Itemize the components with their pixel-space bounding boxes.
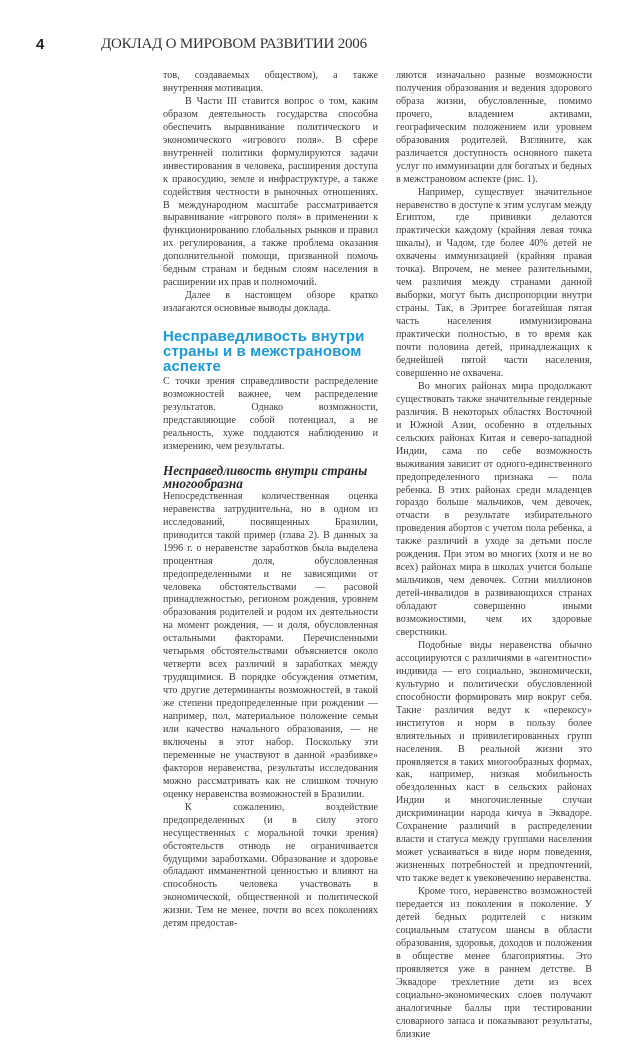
right-column (396, 70, 592, 1041)
paragraph: тов, создаваемых обществом), а также внутренняя мотивация. (163, 70, 378, 94)
subsection-heading: Несправедливость внутри страны многообразна (163, 462, 368, 491)
running-header-title: ДОКЛАД О МИРОВОМ РАЗВИТИИ 2006 (101, 36, 367, 52)
paragraph: Далее в настоящем обзоре кратко излагаются основные выводы доклада. (163, 290, 378, 315)
paragraph: Непосредственная количественная оценка неравенства затруднительна, но в одном из исследований, посвященных Бразилии, приводится такой пример (глава 2). В данных за 1996 г. о неравенстве заработков была выделена процентная доля, обусловленная предопределенными и не зависящими от человека обстоятельствами — расовой принадлежностью, регионом рождения, уровнем образования родителей и родом их деятельности на момент рождения, — и доля, обусловленная остальными факторами. Перечисленными четырьмя обстоятельствами объясняется около четверти всех различий в заработках между трудящимися. В порядке обсуждения отметим, что другие детерминанты возможностей, в такой же степени предопределенные при рождении — например, пол, материальное положение семьи или качество начального образования, — не включены в этот набор. Поскольку эти переменные не участвуют в данной «разбивке» факторов неравенства, результаты исследования можно рассматривать как не слишком точную оценку неравенства возможностей в Бразилии. (163, 490, 378, 800)
paragraph: Кроме того, неравенство возможностей передается из поколения в поколение. У детей бедных родителей с низким социальным статусом шансы в области образования, здоровья, доходов и положения в обществе менее благоприятны. Это проявляется уже в раннем детстве. В Эквадоре трехлетние дети из всех социально-экономических слоев получают аналогичные баллы при тестировании словарного запаса и показывают результаты, близкие (396, 886, 592, 1040)
paragraph: ляются изначально разные возможности получения образования и ведения здорового образа жизни, обусловленные, помимо прочего, владением активами, географическим положением или уровнем образования родителей. Взгляните, как различается доступность основного пакета услуг по иммунизации для богатых и бедных в межстрановом аспекте (рис. 1). (396, 70, 592, 185)
paragraph: В Части III ставится вопрос о том, каким образом деятельность государства способна обеспечить выравнивание политического и экономического «игрового поля». В сфере внутренней политики формулируются задачи инвестирования в человека, расширения доступа к правосудию, земле и инфраструктуре, а также содействия честности в рыночных отношениях. В международном масштабе рассматривается выравнивание «игрового поля» в применении к функционированию глобальных рынков и правил их регулирования, а также проблема оказания дополнительной помощи, призванной помочь бедным странам и бедным слоям населения в расширении их прав и полномочий. (163, 95, 378, 289)
page-number: 4 (36, 36, 45, 53)
section-heading: Несправедливость внутри страны и в межстрановом аспекте (163, 328, 365, 376)
paragraph: С точки зрения справедливости распределение возможностей важнее, чем распределение результатов. Однако возможности, представляющие собой потенциал, а не реальность, хуже поддаются наблюдению и измерению, чем результаты. (163, 376, 378, 452)
paragraph: Во многих районах мира продолжают существовать также значительные гендерные различия. В некоторых областях Восточной и Южной Азии, особенно в отдельных сельских районах Китая и северо-западной Индии, сама по себе возможность выживания зависит от одного-единственного предопределенного признака — пола ребенка. В этих районах среди младенцев гораздо больше мальчиков, чем девочек, отчасти в результате избирательного проведения абортов с учетом пола ребенка, а также различий в уходе за детьми после рождения. При этом во многих (хотя и не во всех) районах мира в школах учится больше мальчиков, чем девочек. Сотни миллионов детей-инвалидов в развивающихся странах обладают совершенно иными возможностями, чем их здоровые сверстники. (396, 380, 592, 638)
paragraph: К сожалению, воздействие предопределенных (и в силу этого несущественных с моральной точки зрения) обстоятельств отнюдь не ограничивается будущими заработками. Образование и здоровье обладают имманентной ценностью и влияют на способность человека участвовать в экономической, общественной и политической жизни. Тем не менее, почти во всех поколениях детям предостав- (163, 801, 378, 930)
left-column (163, 70, 378, 931)
paragraph: Подобные виды неравенства обычно ассоциируются с различиями в «агентности» индивида — его социально, экономически, культурно и политически обусловленной способности формировать мир вокруг себя. Такие различия ведут к «перекосу» институтов и норм в пользу более влиятельных и привилегированных групп населения. В реальной жизни это проявляется в таких многообразных формах, как, например, низкая мобильность обездоленных каст в сельских районах Индии и многочисленные случаи дискриминации народа кичуа в Эквадоре. Сохранение различий в распределении власти и статуса между группами населения может усваиваться в виде норм поведения, жизненных потребностей и предпочтений, что также ведет к увековечению неравенства. (396, 639, 592, 885)
paragraph: Например, существует значительное неравенство в доступе к этим услугам между Египтом, где прививки делаются практически каждому (крайняя левая точка шкалы), и Чадом, где более 40% детей не охвачены иммунизацией (крайняя правая точка). Впрочем, не менее разительными, чем различия между странами данной выборки, могут быть диспропорции внутри страны. Так, в Эритрее богатейшая пятая часть населения иммунизирована практически полностью, в то время как почти половина детей, принадлежащих к беднейшей пятой части населения, совершенно не охвачена. (396, 186, 592, 379)
